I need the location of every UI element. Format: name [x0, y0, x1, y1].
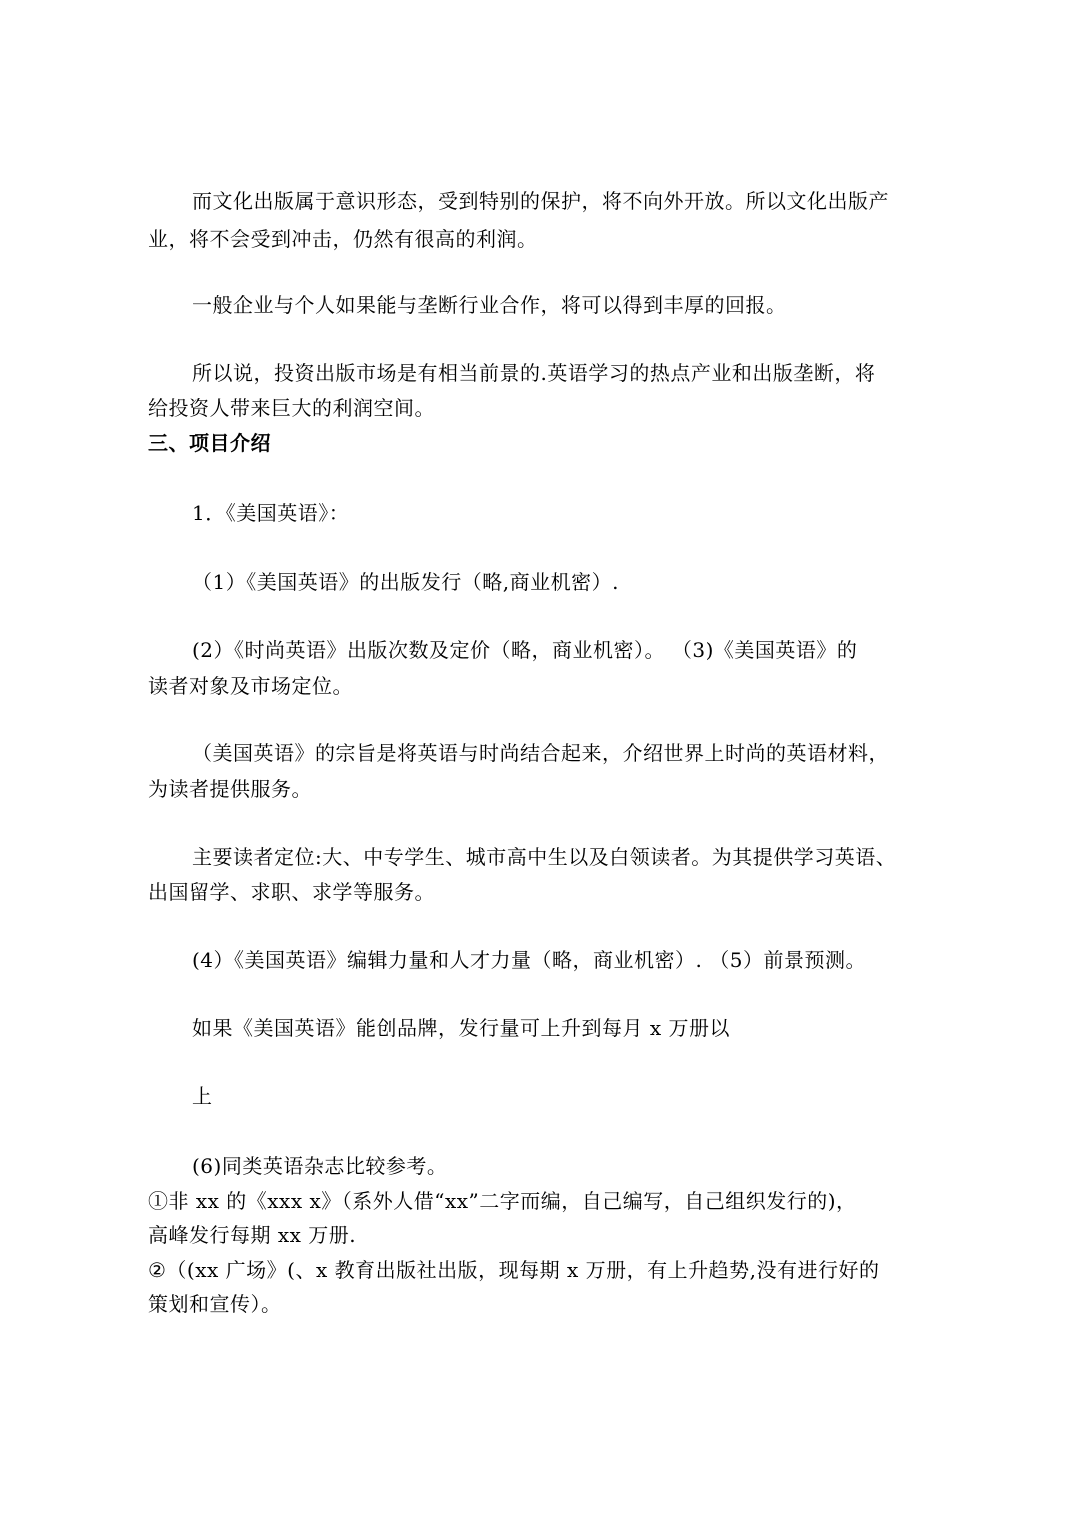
paragraph-cooperation: 一般企业与个人如果能与垄断行业合作，将可以得到丰厚的回报。: [192, 293, 787, 317]
item-1-sub-2-line-1: (2）《时尚英语》出版次数及定价（略，商业机密）。 （3)《美国英语》的: [192, 638, 858, 662]
paragraph-readers-line-2: 出国留学、求职、求学等服务。: [148, 880, 435, 904]
paragraph-forecast-line-2: 上: [192, 1084, 213, 1108]
paragraph-conclusion-line-1: 所以说，投资出版市场是有相当前景的.英语学习的热点产业和出版垄断，将: [192, 361, 876, 385]
item-1-sub-6: (6)同类英语杂志比较参考。: [192, 1154, 448, 1178]
paragraph-forecast-line-1: 如果《美国英语》能创品牌，发行量可上升到每月 x 万册以: [192, 1016, 730, 1040]
paragraph-conclusion-line-2: 给投资人带来巨大的利润空间。: [148, 396, 435, 420]
paragraph-culture-line-2: 业，将不会受到冲击，仍然有很高的利润。: [148, 227, 538, 251]
item-1-sub-4: (4）《美国英语》编辑力量和人才力量（略，商业机密）. （5）前景预测。: [192, 948, 866, 972]
item-1-sub-1: （1）《美国英语》的出版发行（略,商业机密）.: [192, 570, 619, 594]
paragraph-purpose-line-1: （美国英语》的宗旨是将英语与时尚结合起来，介绍世界上时尚的英语材料，: [192, 741, 889, 765]
paragraph-readers-line-1: 主要读者定位:大、中专学生、城市高中生以及白领读者。为其提供学习英语、: [192, 845, 897, 869]
paragraph-culture-line-1: 而文化出版属于意识形态，受到特别的保护，将不向外开放。所以文化出版产: [192, 189, 889, 213]
comparison-2-line-2: 策划和宣传）。: [148, 1292, 282, 1316]
item-1-sub-2-line-2: 读者对象及市场定位。: [148, 674, 353, 698]
section-heading: 三、项目介绍: [148, 431, 271, 455]
paragraph-purpose-line-2: 为读者提供服务。: [148, 777, 312, 801]
comparison-1-line-2: 高峰发行每期 xx 万册.: [148, 1223, 357, 1247]
comparison-2-line-1: ②（(xx 广场》(、x 教育出版社出版，现每期 x 万册，有上升趋势,没有进行好的: [148, 1258, 880, 1282]
comparison-1-line-1: ①非 xx 的《xxx x》（系外人借“xx”二字而编，自己编写，自己组织发行的)，: [148, 1189, 857, 1213]
item-1-title: 1．《美国英语》：: [192, 501, 350, 525]
